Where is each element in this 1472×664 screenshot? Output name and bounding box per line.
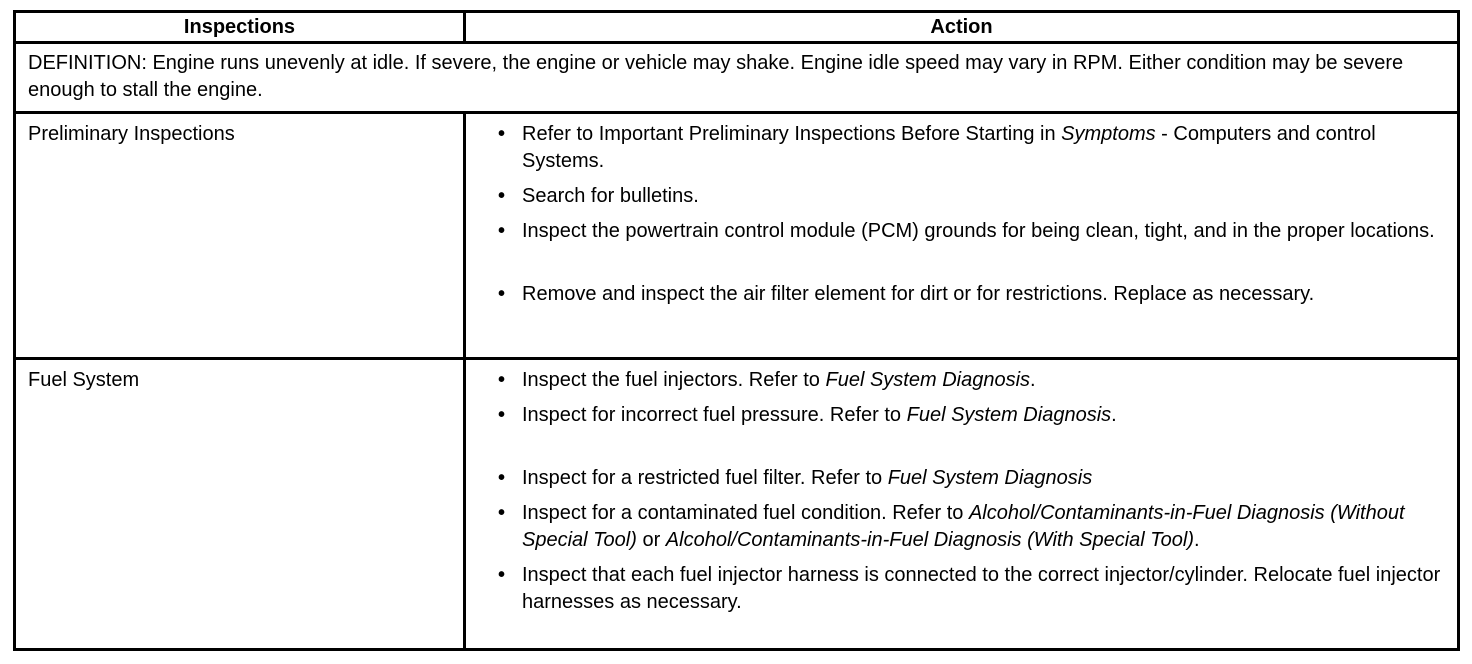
action-text: Inspect the powertrain control module (PCM) grounds for being clean, tight, and in the proper locations. <box>522 219 1435 242</box>
bullet-icon: • <box>498 122 506 145</box>
definition-row <box>15 43 1459 113</box>
inspection-label: Preliminary Inspections <box>15 112 465 358</box>
rough-idle-diagnosis-table <box>13 10 1460 651</box>
header-row <box>15 12 1459 43</box>
action-text: Remove and inspect the air filter element for dirt or for restrictions. Replace as necessary. <box>522 282 1315 305</box>
reference-text: Fuel System Diagnosis <box>887 467 1093 490</box>
bullet-icon: • <box>498 282 506 305</box>
list-item <box>494 183 1449 210</box>
bullet-icon: • <box>498 467 506 490</box>
bullet-icon: • <box>498 502 506 525</box>
action-list <box>494 121 1449 308</box>
action-text: Inspect for a contaminated fuel condition. Refer to <box>522 502 969 525</box>
list-item <box>494 562 1449 616</box>
reference-text: Alcohol/Contaminants-in-Fuel Diagnosis (With Special Tool) <box>665 529 1194 552</box>
list-item <box>494 500 1449 554</box>
list-item <box>494 402 1449 429</box>
reference-text: Alcohol/Contaminants-in-Fuel Diagnosis (Without Special Tool) <box>522 502 1405 552</box>
inspection-label: Fuel System <box>15 359 465 650</box>
definition-text: DEFINITION: Engine runs unevenly at idle. If severe, the engine or vehicle may shake. Engine idle speed may vary in RPM. Either condition may be severe enough to stall the engine. <box>15 43 1459 113</box>
list-item <box>494 465 1449 492</box>
action-suffix: . <box>1030 369 1036 392</box>
header-inspections: Inspections <box>15 12 465 43</box>
table-row <box>15 112 1459 358</box>
action-cell <box>465 359 1459 650</box>
list-item <box>494 281 1449 308</box>
bullet-icon: • <box>498 404 506 427</box>
document-page <box>13 10 1457 651</box>
action-text: Inspect that each fuel injector harness is connected to the correct injector/cylinder. Relocate fuel injector harnesses as necessary. <box>522 564 1441 614</box>
list-item <box>494 121 1449 175</box>
list-item <box>494 367 1449 394</box>
action-text: Inspect for a restricted fuel filter. Refer to <box>522 467 888 490</box>
bullet-icon: • <box>498 564 506 587</box>
bullet-icon: • <box>498 369 506 392</box>
action-suffix: . <box>1111 404 1117 427</box>
action-list <box>494 367 1449 616</box>
reference-text: Fuel System Diagnosis <box>906 404 1112 427</box>
action-text: Inspect the fuel injectors. Refer to <box>522 369 826 392</box>
list-item <box>494 218 1449 245</box>
action-text: Refer to Important Preliminary Inspections Before Starting in <box>522 122 1062 145</box>
action-cell <box>465 112 1459 358</box>
table-row <box>15 359 1459 650</box>
action-text: Inspect for incorrect fuel pressure. Refer to <box>522 404 907 427</box>
reference-text: Fuel System Diagnosis <box>825 369 1031 392</box>
bullet-icon: • <box>498 184 506 207</box>
header-action: Action <box>465 12 1459 43</box>
action-mid: or <box>636 529 666 552</box>
reference-text: Symptoms <box>1061 122 1156 145</box>
action-suffix: - Computers and control Systems. <box>522 122 1376 172</box>
bullet-icon: • <box>498 219 506 242</box>
action-text: Search for bulletins. <box>522 184 699 207</box>
action-suffix: . <box>1194 529 1200 552</box>
